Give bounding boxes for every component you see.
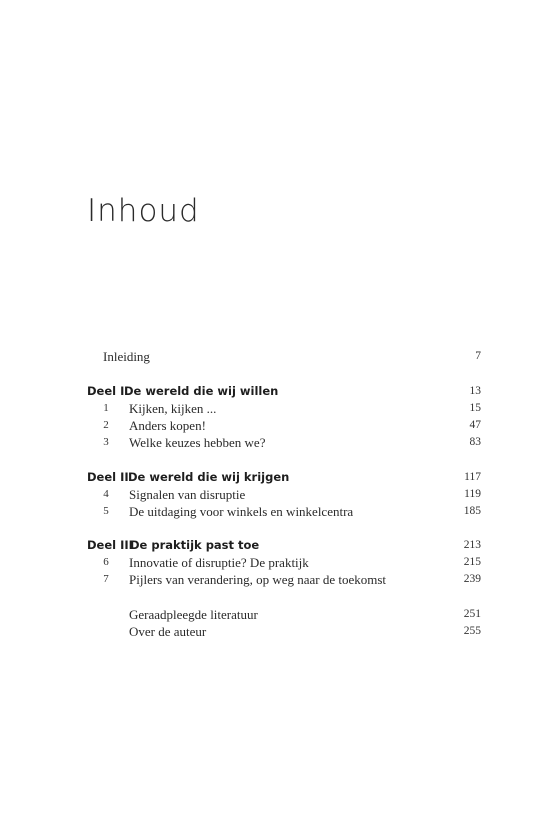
toc-entry-title: Over de auteur: [129, 624, 207, 639]
toc-chapter-number: 6: [103, 556, 109, 568]
toc-chapter-4[interactable]: [0, 487, 550, 505]
toc-chapter-2[interactable]: [0, 418, 550, 436]
toc-part-title: De wereld die wij willen: [124, 384, 279, 398]
toc-page-number: 13: [469, 385, 481, 397]
toc-part-label: Deel I: [87, 384, 125, 398]
toc-chapter-1[interactable]: [0, 401, 550, 419]
toc-page-number: 119: [464, 488, 481, 500]
toc-part-1[interactable]: [0, 384, 550, 402]
toc-chapter-title: Anders kopen!: [129, 418, 206, 433]
toc-page-number: 7: [475, 350, 481, 362]
toc-chapter-number: 1: [103, 402, 109, 414]
toc-entry-title: Geraadpleegde literatuur: [129, 607, 258, 622]
toc-page-number: 213: [463, 539, 481, 551]
toc-chapter-title: Signalen van disruptie: [129, 487, 246, 502]
toc-part-label: Deel II: [87, 470, 129, 484]
toc-page-number: 47: [469, 419, 481, 431]
toc-page-number: 185: [463, 505, 481, 517]
page-title: Inhoud: [87, 193, 200, 229]
toc-chapter-title: Innovatie of disruptie? De praktijk: [129, 555, 309, 570]
toc-chapter-title: Pijlers van verandering, op weg naar de toekomst: [129, 572, 387, 587]
toc-part-3[interactable]: [0, 538, 550, 556]
toc-part-label: Deel III: [87, 538, 133, 552]
toc-page-number: 83: [469, 436, 481, 448]
toc-page-number: 255: [463, 625, 481, 637]
toc-chapter-3[interactable]: [0, 435, 550, 453]
toc-chapter-number: 3: [103, 436, 109, 448]
toc-part-title: De wereld die wij krijgen: [128, 470, 290, 484]
toc-chapter-number: 5: [103, 505, 109, 517]
toc-entry-literatuur[interactable]: [0, 607, 550, 625]
toc-part-2[interactable]: [0, 470, 550, 488]
toc-entry-auteur[interactable]: [0, 624, 550, 642]
toc-chapter-7[interactable]: [0, 572, 550, 590]
toc-page-number: 117: [464, 471, 481, 483]
toc-page-number: 215: [463, 556, 481, 568]
toc-entry-title: Inleiding: [103, 349, 150, 364]
toc-part-title: De praktijk past toe: [130, 538, 260, 552]
toc-chapter-title: Kijken, kijken ...: [129, 401, 217, 416]
toc-chapter-number: 2: [103, 419, 109, 431]
toc-page-number: 251: [463, 608, 481, 620]
toc-chapter-5[interactable]: [0, 504, 550, 522]
toc-chapter-6[interactable]: [0, 555, 550, 573]
toc-chapter-title: De uitdaging voor winkels en winkelcentra: [129, 504, 354, 519]
toc-page-number: 239: [463, 573, 481, 585]
toc-chapter-number: 7: [103, 573, 109, 585]
toc-chapter-title: Welke keuzes hebben we?: [129, 435, 266, 450]
toc-chapter-number: 4: [103, 488, 109, 500]
toc-page-number: 15: [469, 402, 481, 414]
toc-entry-inleiding[interactable]: [0, 349, 550, 367]
